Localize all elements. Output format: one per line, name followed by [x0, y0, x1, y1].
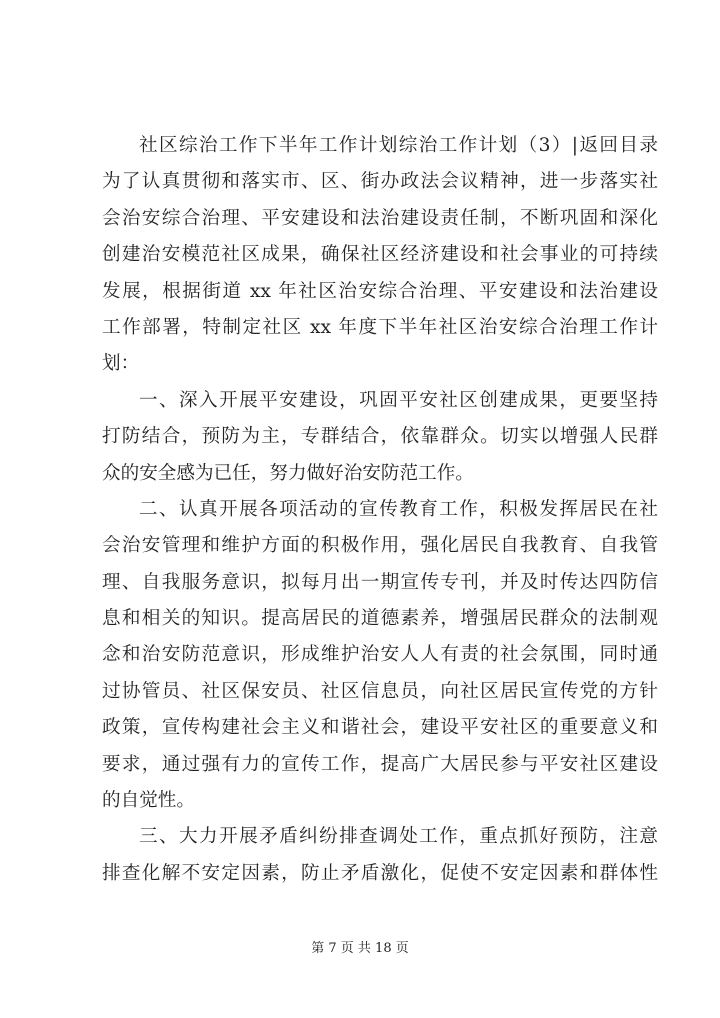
text-line: 划：	[102, 353, 140, 375]
page-number-footer: 第 7 页 共 18 页	[311, 941, 409, 956]
text-line: 要求，通过强有力的宣传工作，提高广大居民参与平安社区建设	[102, 753, 658, 775]
text-line: 息和相关的知识。提高居民的道德素养，增强居民群众的法制观	[102, 608, 658, 630]
text-line: 政策，宣传构建社会主义和谐社会，建设平安社区的重要意义和	[102, 717, 658, 739]
paragraph-section-3	[102, 819, 658, 892]
text-line: 创建治安模范社区成果，确保社区经济建设和社会事业的可持续	[102, 244, 658, 266]
text-line: 三、大力开展矛盾纠纷排查调处工作，重点抓好预防，注意	[139, 826, 658, 848]
text-line: 众的安全感为已任，努力做好治安防范工作。	[102, 462, 474, 484]
text-line: 会治安综合治理、平安建设和法治建设责任制，不断巩固和深化	[102, 207, 658, 229]
text-line: 为了认真贯彻和落实市、区、街办政法会议精神，进一步落实社	[102, 171, 658, 193]
text-line: 念和治安防范意识，形成维护治安人人有责的社会氛围，同时通	[102, 644, 658, 666]
text-line: 会治安管理和维护方面的积极作用，强化居民自我教育、自我管	[102, 535, 658, 557]
text-line: 的自觉性。	[102, 790, 195, 812]
text-line: 过协管员、社区保安员、社区信息员，向社区居民宣传党的方针	[102, 680, 658, 702]
paragraph-section-2	[102, 492, 658, 820]
text-line: 打防结合，预防为主，专群结合，依靠群众。切实以增强人民群	[102, 426, 658, 448]
document-body	[102, 128, 658, 892]
text-line: 一、深入开展平安建设，巩固平安社区创建成果，更要坚持	[139, 389, 658, 411]
text-line: 发展，根据街道 xx 年社区治安综合治理、平安建设和法治建设	[102, 280, 658, 302]
paragraph-intro	[102, 128, 658, 383]
paragraph-section-1	[102, 383, 658, 492]
text-line: 社区综治工作下半年工作计划综治工作计划（3）|返回目录	[139, 135, 658, 156]
text-line: 二、认真开展各项活动的宣传教育工作，积极发挥居民在社	[139, 498, 658, 520]
text-line: 工作部署，特制定社区 xx 年度下半年社区治安综合治理工作计	[102, 316, 658, 338]
text-line: 排查化解不安定因素，防止矛盾激化，促使不安定因素和群体性	[102, 862, 658, 884]
text-line: 理、自我服务意识，拟每月出一期宣传专刊，并及时传达四防信	[102, 571, 658, 593]
